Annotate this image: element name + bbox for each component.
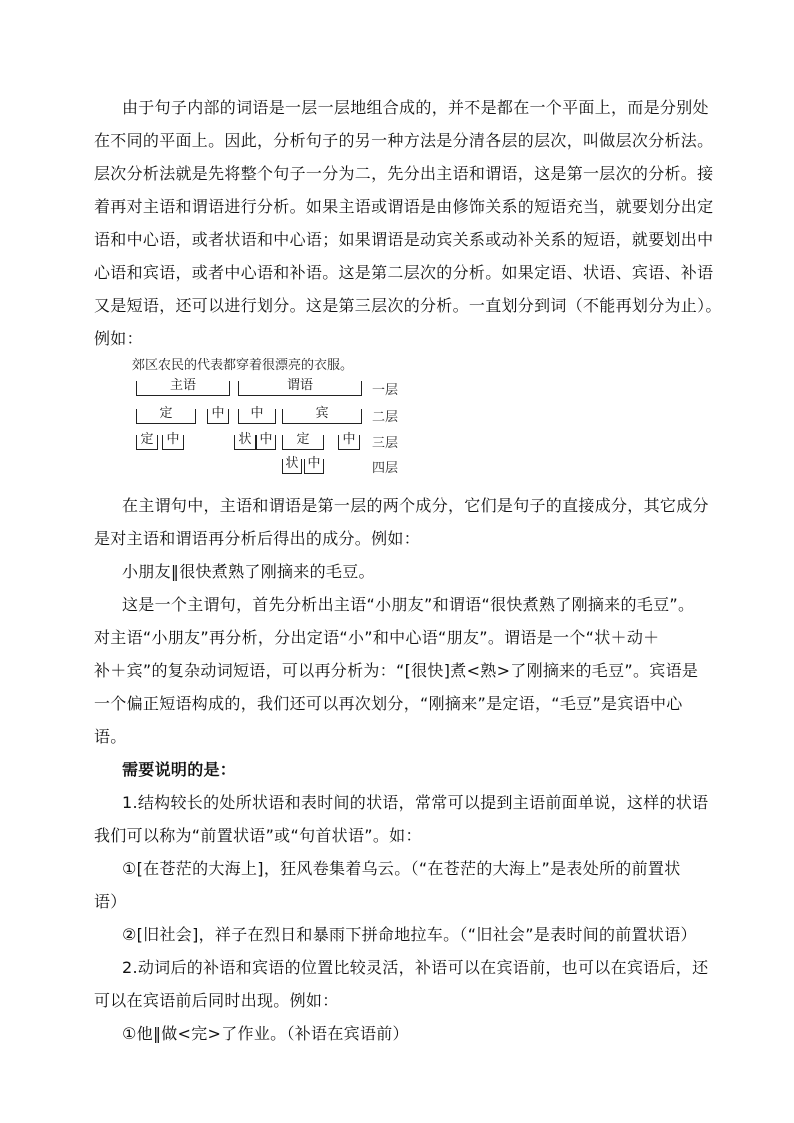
attribute-bracket xyxy=(136,432,158,450)
example-line: 语） xyxy=(94,892,127,911)
paragraph-line: 可以在宾语前后同时出现。例如： xyxy=(94,991,339,1010)
head-bracket xyxy=(256,432,276,450)
level-label: 四层 xyxy=(372,461,399,476)
attribute-bracket xyxy=(136,406,196,424)
paragraph-line: 例如： xyxy=(94,329,143,348)
adverbial-label: 状 xyxy=(285,456,299,471)
adverbial-bracket xyxy=(282,456,302,474)
subject-bracket xyxy=(136,378,230,396)
adverbial-label: 状 xyxy=(238,432,252,447)
head-label: 中 xyxy=(166,432,180,447)
attribute-bracket xyxy=(282,432,324,450)
head-bracket xyxy=(207,406,229,424)
paragraph-line: 2.动词后的补语和宾语的位置比较灵活，补语可以在宾语前，也可以在宾语后，还 xyxy=(122,958,709,977)
head-bracket xyxy=(338,432,360,450)
head-label: 中 xyxy=(307,456,321,471)
paragraph-line: 语。 xyxy=(94,727,127,746)
example-sentence: 小朋友‖很快煮熟了刚摘来的毛豆。 xyxy=(122,562,375,581)
paragraph-line: 着再对主语和谓语进行分析。如果主语或谓语是由修饰关系的短语充当，就要划分出定 xyxy=(94,197,714,216)
attribute-label: 定 xyxy=(140,432,154,447)
example-line: ②[旧社会]，祥子在烈日和暴雨下拼命地拉车。（“旧社会”是表时间的前置状语） xyxy=(122,925,697,944)
paragraph-line: 又是短语，还可以进行划分。这是第三层次的分析。一直划分到词（不能再划分为止）。 xyxy=(94,296,722,315)
paragraph-line: 语和中心语，或者状语和中心语；如果谓语是动宾关系或动补关系的短语，就要划出中 xyxy=(94,230,714,249)
paragraph-line: 心语和宾语，或者中心语和补语。这是第二层次的分析。如果定语、状语、宾语、补语 xyxy=(94,263,714,282)
head-label: 中 xyxy=(211,406,225,421)
head-bracket xyxy=(238,406,276,424)
paragraph-line: 层次分析法就是先将整个句子一分为二，先分出主语和谓语，这是第一层次的分析。接 xyxy=(94,164,714,183)
head-label: 中 xyxy=(259,432,273,447)
level-label: 三层 xyxy=(372,436,399,451)
object-bracket xyxy=(282,406,362,424)
predicate-label: 谓语 xyxy=(286,378,313,393)
paragraph-line: 补＋宾”的复杂动词短语，可以再分析为：“[很快]煮<熟>了刚摘来的毛豆”。宾语是 xyxy=(94,661,699,680)
head-label: 中 xyxy=(342,432,356,447)
level-label: 一层 xyxy=(372,383,399,398)
attribute-label: 定 xyxy=(159,406,173,421)
head-label: 中 xyxy=(250,406,264,421)
paragraph-line: 对主语“小朋友”再分析，分出定语“小”和中心语“朋友”。谓语是一个“状＋动＋ xyxy=(94,628,660,647)
adverbial-bracket xyxy=(234,432,256,450)
object-label: 宾 xyxy=(315,406,329,421)
note-heading: 需要说明的是： xyxy=(122,760,237,779)
example-line: ①他‖做<完>了作业。（补语在宾语前） xyxy=(122,1024,409,1043)
attribute-label: 定 xyxy=(296,432,310,447)
paragraph-line: 在不同的平面上。因此，分析句子的另一种方法是分清各层的层次，叫做层次分析法。 xyxy=(94,131,714,150)
example-line: ①[在苍茫的大海上]，狂风卷集着乌云。（“在苍茫的大海上”是表处所的前置状 xyxy=(122,859,681,878)
subject-label: 主语 xyxy=(169,378,196,393)
paragraph-line: 这是一个主谓句，首先分析出主语“小朋友”和谓语“很快煮熟了刚摘来的毛豆”。 xyxy=(122,595,695,614)
paragraph-line: 在主谓句中，主语和谓语是第一层的两个成分，它们是句子的直接成分，其它成分 xyxy=(122,496,709,515)
paragraph-line: 是对主语和谓语再分析后得出的成分。例如： xyxy=(94,529,421,548)
head-bracket xyxy=(304,456,324,474)
paragraph-line: 我们可以称为“前置状语”或“句首状语”。如： xyxy=(94,826,422,845)
predicate-bracket xyxy=(238,378,362,396)
paragraph-line: 1.结构较长的处所状语和表时间的状语，常常可以提到主语前面单说，这样的状语 xyxy=(122,793,709,812)
diagram-sentence: 郊区农民的代表都穿着很漂亮的衣服。 xyxy=(132,358,354,373)
level-label: 二层 xyxy=(372,410,399,425)
paragraph-line: 一个偏正短语构成的，我们还可以再次划分，“刚摘来”是定语，“毛豆”是宾语中心 xyxy=(94,694,683,713)
head-bracket xyxy=(162,432,184,450)
paragraph-line: 由于句子内部的词语是一层一层地组合成的，并不是都在一个平面上，而是分别处 xyxy=(122,98,709,117)
